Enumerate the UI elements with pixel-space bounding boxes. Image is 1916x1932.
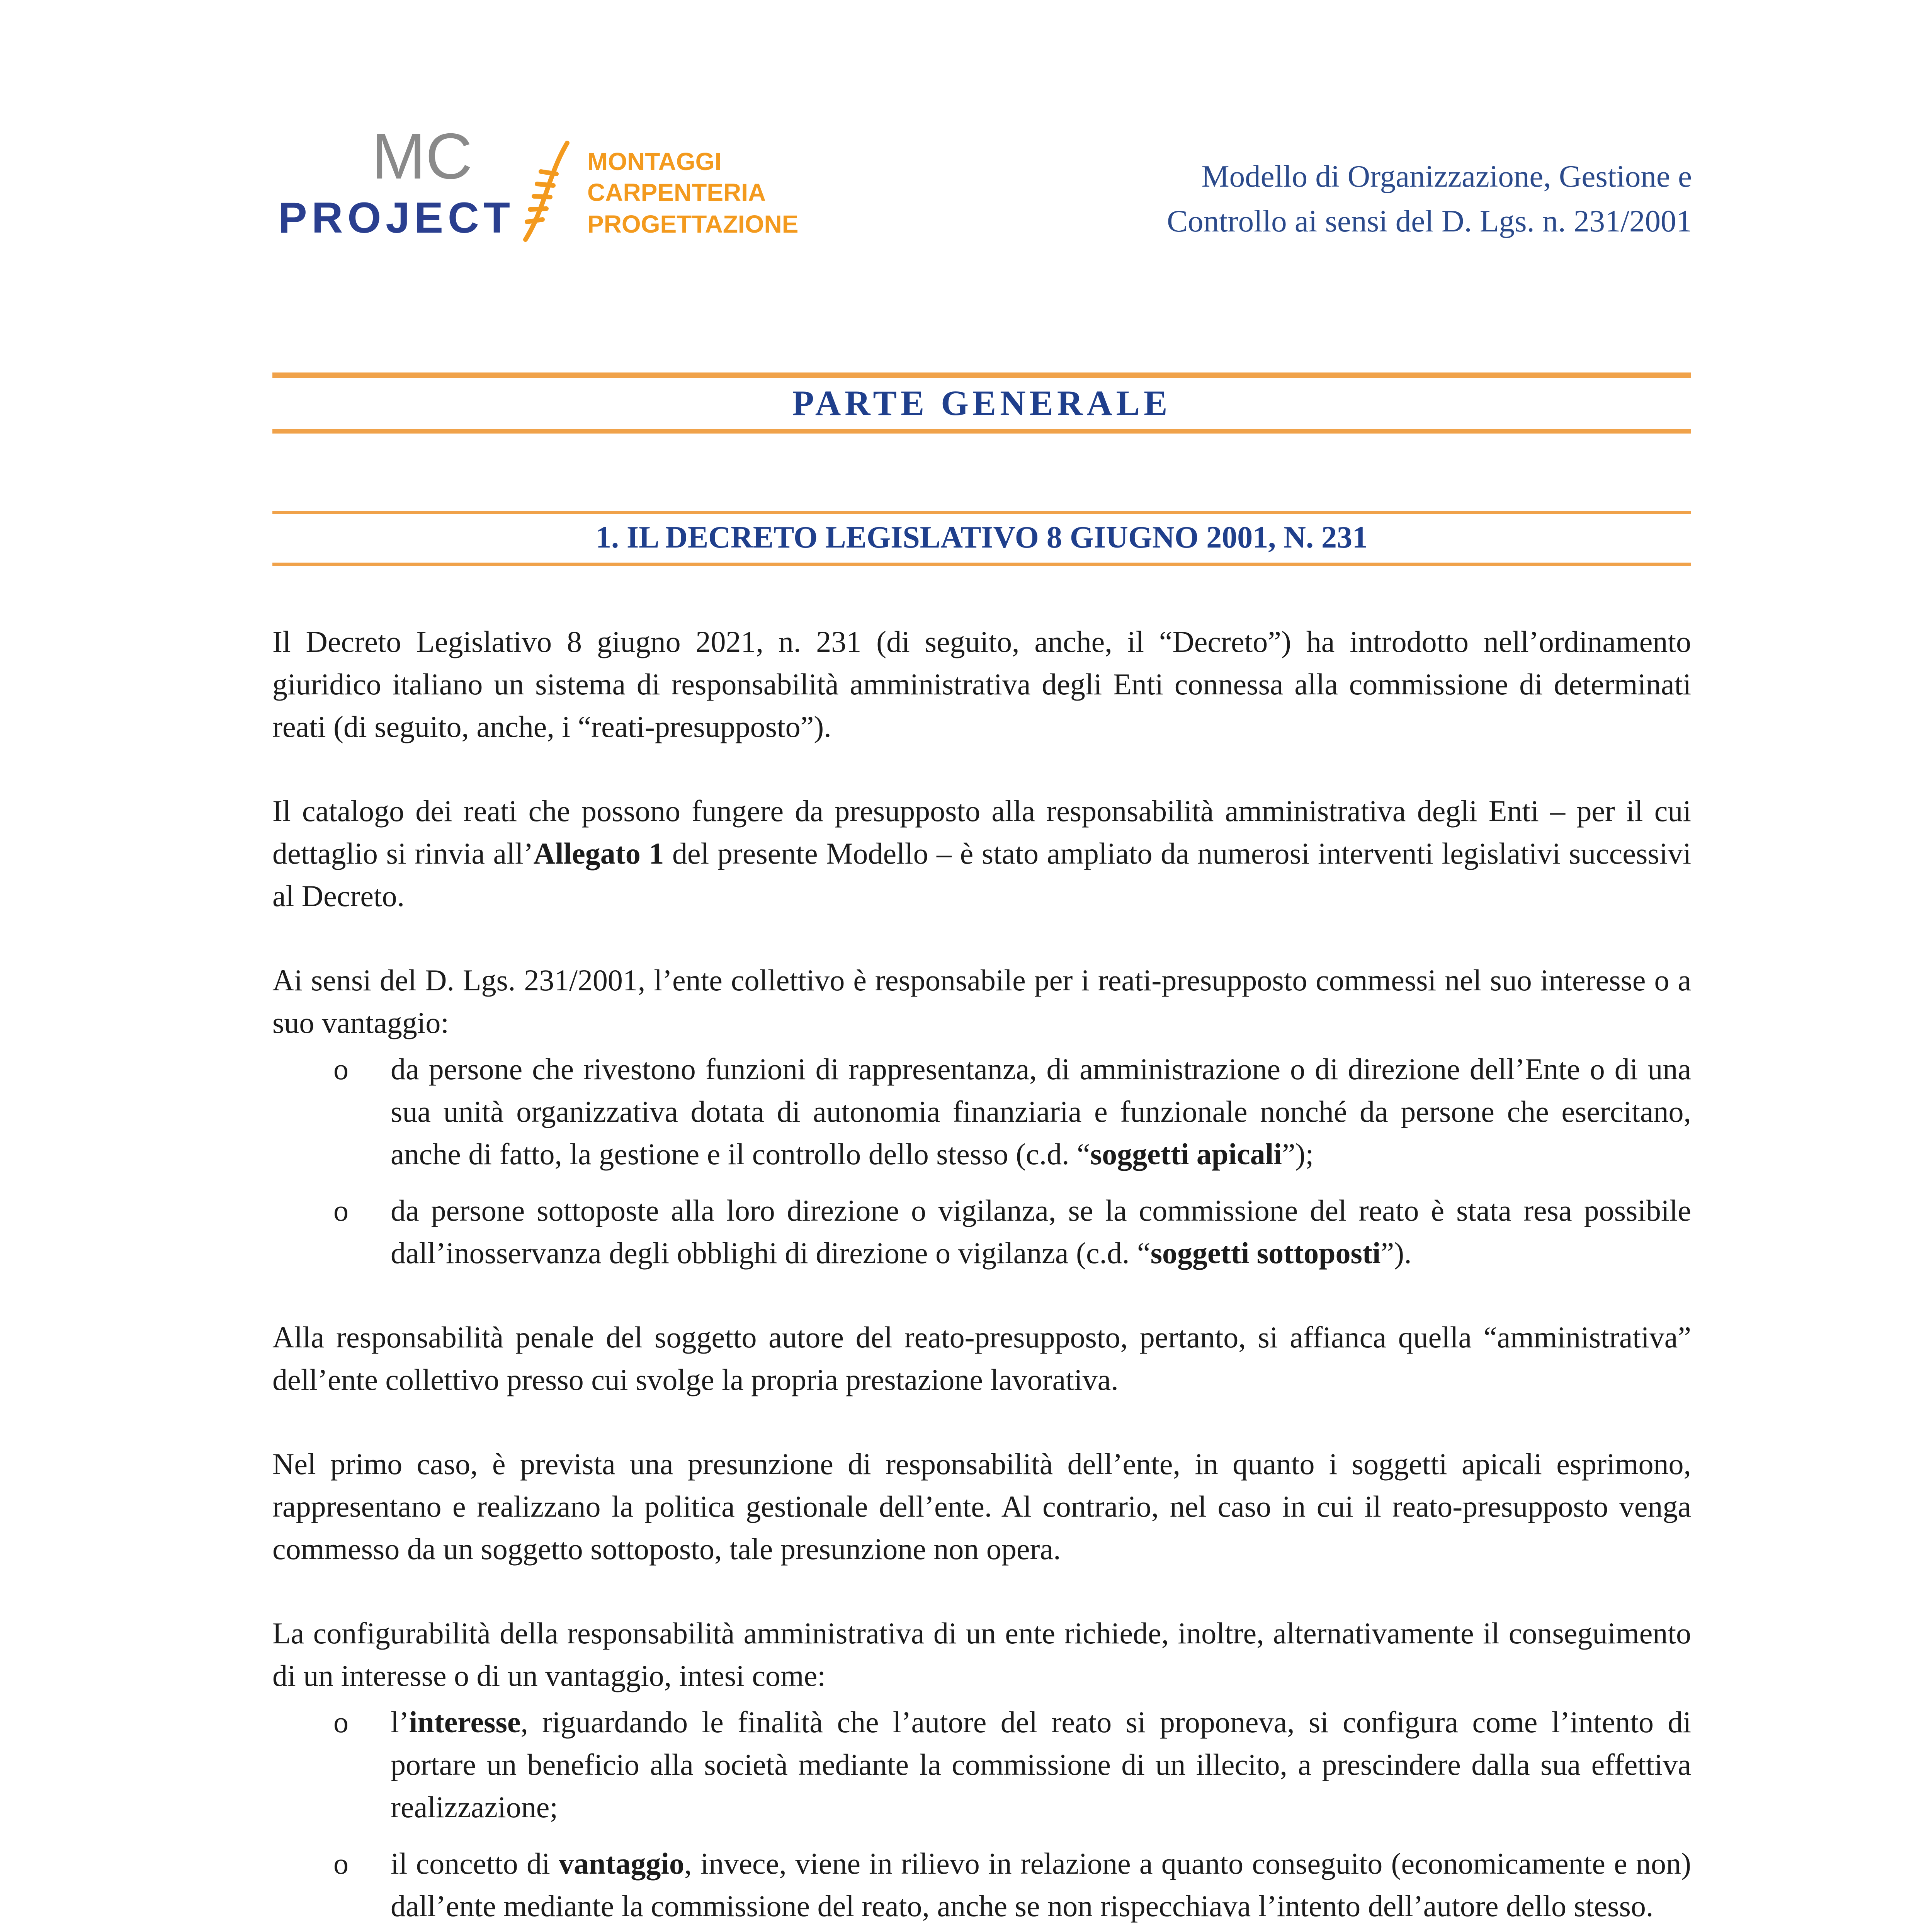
- logo-line-carpenteria: CARPENTERIA: [587, 179, 766, 206]
- logo-line-progettazione: PROGETTAZIONE: [587, 210, 799, 238]
- paragraph: Il Decreto Legislativo 8 giugno 2021, n. 231 (di seguito, anche, il “Decreto”) ha introdotto nell’ordinamento giuridico italiano un sistema di responsabilità amministrativa degli Enti connessa alla commissione di determinati reati (di seguito, anche, i “reati-presupposto”).: [272, 625, 1691, 743]
- list-item: o da persone sottoposte alla loro direzione o vigilanza, se la commissione del reato è stata resa possibile dall’inosservanza degli obblighi di direzione o vigilanza (c.d. “soggetti sottoposti”).: [272, 1189, 1691, 1274]
- section-title-rule-bottom: [272, 563, 1691, 566]
- header-title-line-2: Controllo ai sensi del D. Lgs. n. 231/2001: [1167, 204, 1692, 238]
- bullet-marker-icon: o: [333, 1194, 349, 1227]
- bullet-marker-icon: o: [333, 1705, 349, 1739]
- bullet-list-soggetti: [272, 1048, 1691, 1274]
- paragraph: Ai sensi del D. Lgs. 231/2001, l’ente collettivo è responsabile per i reati-presupposto commessi nel suo interesse o a suo vantaggio:: [272, 963, 1691, 1039]
- bullet-marker-icon: o: [333, 1052, 349, 1086]
- list-item: o l’interesse, riguardando le finalità che l’autore del reato si proponeva, si configura come l’intento di portare un beneficio alla società mediante la commissione di un illecito, a prescindere dalla sua effettiva realizzazione;: [272, 1701, 1691, 1828]
- bullet-list-interesse-vantaggio: [272, 1701, 1691, 1927]
- part-title-rule-bottom: [272, 429, 1691, 434]
- logo-swoosh-icon: [525, 143, 567, 240]
- list-item: o da persone che rivestono funzioni di rappresentanza, di amministrazione o di direzione dell’Ente o di una sua unità organizzativa dotata di autonomia finanziaria e funzionale nonché da persone che esercitano, anche di fatto, la gestione e il controllo dello stesso (c.d. “soggetti apicali”);: [272, 1048, 1691, 1175]
- section-title-rule-top: [272, 511, 1691, 514]
- part-title: PARTE GENERALE: [792, 383, 1171, 423]
- section-title: 1. IL DECRETO LEGISLATIVO 8 GIUGNO 2001, N. 231: [595, 520, 1368, 554]
- paragraph: Il catalogo dei reati che possono fungere da presupposto alla responsabilità amministrativa degli Enti – per il cui dettaglio si rinvia all’Allegato 1 del presente Modello – è stato ampliato da numerosi interventi legislativi successivi al Decreto.: [272, 794, 1692, 913]
- part-title-rule-top: [272, 372, 1691, 378]
- body-text: [272, 621, 1691, 1932]
- logo-project-text: PROJECT: [278, 194, 510, 242]
- list-item: o il concetto di vantaggio, invece, viene in rilievo in relazione a quanto conseguito (economicamente e non) dall’ente mediante la commissione del reato, anche se non rispecchiava l’intento dell’autore dello stesso.: [272, 1842, 1691, 1927]
- paragraph: Alla responsabilità penale del soggetto autore del reato-presupposto, pertanto, si affianca quella “amministrativa” dell’ente collettivo presso cui svolge la propria prestazione lavorativa.: [272, 1320, 1691, 1396]
- company-logo: [278, 131, 827, 247]
- logo-line-montaggi: MONTAGGI: [587, 148, 722, 175]
- logo-mc-text: MC: [371, 131, 473, 192]
- header-title-line-1: Modello di Organizzazione, Gestione e: [1201, 159, 1692, 194]
- paragraph: Nel primo caso, è prevista una presunzione di responsabilità dell’ente, in quanto i soggetti apicali esprimono, rappresentano e realizzano la politica gestionale dell’ente. Al contrario, nel caso in cui il reato-presupposto venga commesso da un soggetto sottoposto, tale presunzione non opera.: [272, 1447, 1691, 1566]
- paragraph: La configurabilità della responsabilità amministrativa di un ente richiede, inoltre, alternativamente il conseguimento di un interesse o di un vantaggio, intesi come:: [272, 1616, 1691, 1692]
- bullet-marker-icon: o: [333, 1847, 349, 1880]
- header-document-title: [842, 154, 1692, 243]
- bold-term-allegato: Allegato 1: [533, 837, 664, 870]
